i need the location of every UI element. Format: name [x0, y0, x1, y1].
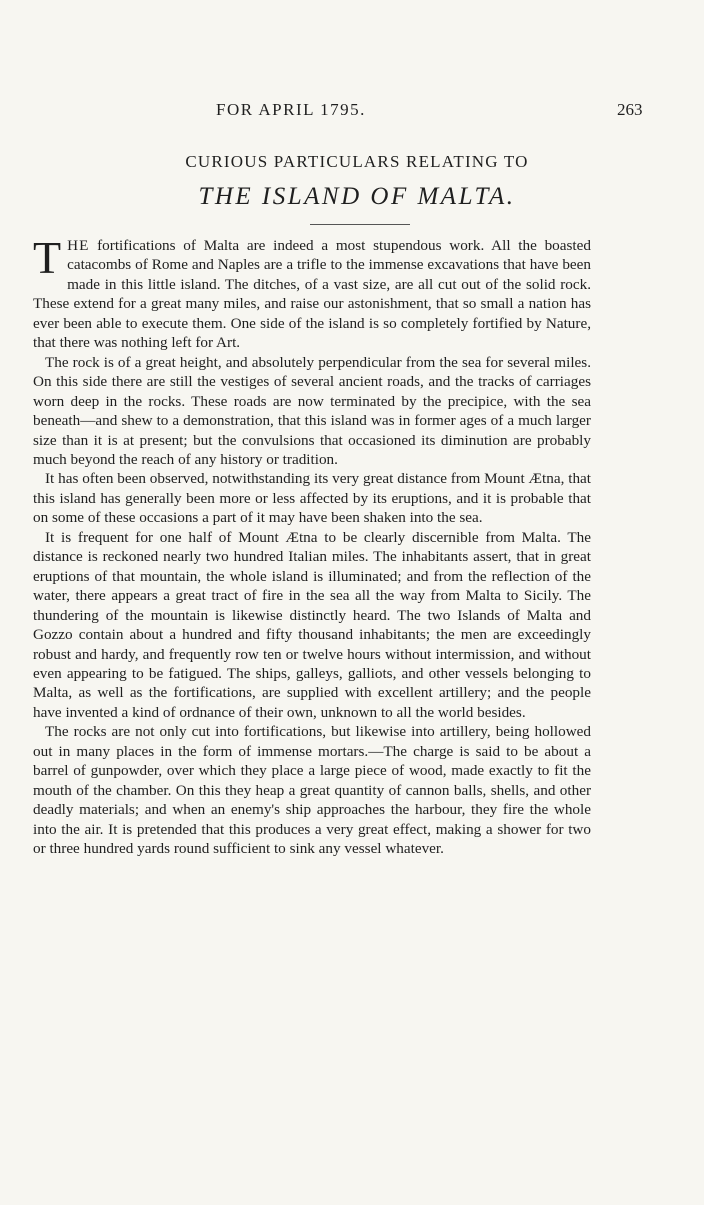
- page-number: 263: [617, 100, 643, 119]
- paragraph-1: [33, 232, 591, 353]
- title-rule: [310, 224, 410, 225]
- running-title: FOR APRIL 1795.: [216, 100, 366, 119]
- paragraph-3: It has often been observed, notwithstanding its very great distance from Mount Ætna, that this island has generally been more or less affected by its eruptions, and it is probable that on some of these occasions a part of it may have been shaken into the sea.: [33, 470, 591, 527]
- running-head: [0, 100, 704, 124]
- paragraph-4: It is frequent for one half of Mount Ætna to be clearly discernible from Malta. The distance is reckoned nearly two hundred Italian miles. The inhabitants assert, that in great eruptions of that mountain, the whole island is illuminated; and from the reflection of the water, there appears a great tract of fire in the sea all the way from Malta to Sicily. The thundering of the mountain is likewise distinctly heard. The two Islands of Malta and Gozzo contain about a hundred and fifty thousand inhabitants; the men are exceedingly robust and hardy, and frequently row ten or twelve hours without intermission, and without even appearing to be fatigued. The ships, galleys, galliots, and other vessels belonging to Malta, as well as the fortifications, are supplied with excellent artillery; and the people have invented a kind of ordnance of their own, unknown to all the world besides.: [33, 528, 591, 721]
- article-title: THE ISLAND OF MALTA.: [198, 183, 516, 210]
- drop-cap: T: [33, 232, 62, 283]
- paragraph-2: The rock is of a great height, and absolutely perpendicular from the sea for several miles. On this side there are still the vestiges of several ancient roads, and the tracks of carriages worn deep in the rocks. These roads are now terminated by the precipice, with the sea beneath—and shew to a demonstration, that this island was in former ages of a much larger size than it is at present; but the convulsions that occasioned its diminution are probably much beyond the reach of any history or tradition.: [33, 353, 591, 468]
- article-body: [33, 232, 591, 859]
- paragraph-5: The rocks are not only cut into fortifications, but likewise into artillery, being hollowed out in many places in the form of immense mortars.—The charge is said to be about a barrel of gunpowder, over which they place a large piece of wood, made exactly to fit the mouth of the chamber. On this they heap a great quantity of cannon balls, shells, and other deadly materials; and when an enemy's ship approaches the harbour, they fire the whole into the air. It is pretended that this produces a very great effect, making a shower for two or three hundred yards round sufficient to sink any vessel whatever.: [33, 723, 591, 858]
- lead-word: HE: [67, 237, 90, 254]
- paragraph-1-text: fortifications of Malta are indeed a most stupendous work. All the boasted catacombs of Rome and Naples are a trifle to the immense excavations that have been made in this little island. The ditches, of a vast size, are all cut out of the solid rock. These extend for a great many miles, and raise our astonishment, that so small a nation has ever been able to execute them. One side of the island is so completely fortified by Nature, that there was nothing left for Art.: [33, 237, 591, 352]
- article-kicker: CURIOUS PARTICULARS RELATING TO: [185, 152, 529, 171]
